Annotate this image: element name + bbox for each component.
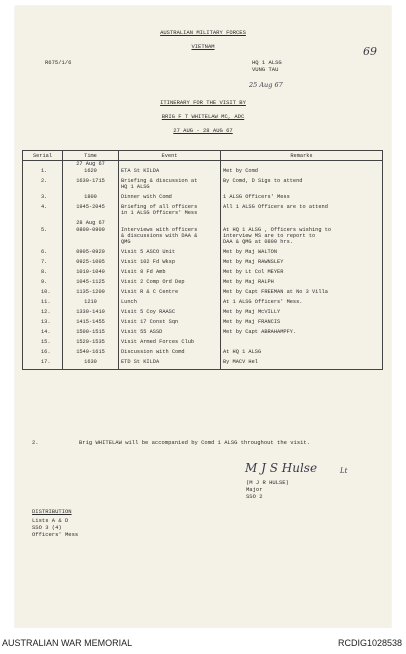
event-cell: [119, 168, 221, 178]
note-text: Brig WHITELAW will be accompanied by Comd 1 ALSG throughout the visit.: [79, 439, 311, 446]
remarks-cell: [221, 161, 383, 169]
event-cell: [119, 299, 221, 309]
remarks-line: Met by Lt Col MEYER: [223, 269, 284, 275]
event-cell: [119, 161, 221, 169]
event-line: Dinner with Comd: [121, 194, 172, 200]
remarks-cell: [221, 259, 383, 269]
event-line: Briefing of all officers: [121, 204, 198, 210]
corner-handwritten-mark: 69: [363, 45, 377, 58]
event-cell: [119, 259, 221, 269]
time-cell: 1540-1615: [63, 349, 119, 359]
event-line: Visit 8 Fd Amb: [121, 269, 166, 275]
header-time: Time: [63, 151, 119, 161]
archive-id: RCDIG1028538: [337, 638, 402, 648]
header-event: Event: [119, 151, 221, 161]
remarks-cell: [221, 204, 383, 220]
remarks-cell: [221, 269, 383, 279]
serial-cell: 13.: [23, 319, 63, 329]
event-cell: [119, 269, 221, 279]
serial-cell: 3.: [23, 194, 63, 204]
table-row: [23, 339, 383, 349]
unit-location: VUNG TAU: [252, 66, 279, 73]
remarks-line: Met by Maj WALTON: [223, 249, 278, 255]
event-line: Visit Armed Forces Club: [121, 339, 195, 345]
table-row: [23, 299, 383, 309]
table-row: [23, 259, 383, 269]
event-line: Visit 2 Comp Ord Dep: [121, 279, 185, 285]
serial-cell: 14.: [23, 329, 63, 339]
serial-cell: 15.: [23, 339, 63, 349]
event-cell: [119, 227, 221, 249]
remarks-line: At HQ 1 ALSG: [223, 349, 262, 355]
remarks-line: Met by Capt ABRAHAMPFY.: [223, 329, 297, 335]
serial-cell: 7.: [23, 259, 63, 269]
table-row: [23, 359, 383, 370]
event-line: ETA St KILDA: [121, 168, 160, 174]
time-cell: 1330-1410: [63, 309, 119, 319]
event-line: HQ 1 ALSG: [121, 184, 150, 190]
remarks-cell: [221, 227, 383, 249]
event-cell: [119, 349, 221, 359]
remarks-line: At HQ 1 ALSG , Officers wishing to: [223, 227, 332, 233]
itinerary-table: [22, 150, 383, 370]
remarks-cell: [221, 359, 383, 370]
document-page: [15, 6, 391, 628]
event-line: Interviews with officers: [121, 227, 198, 233]
time-cell: 1135-1200: [63, 289, 119, 299]
remarks-line: DAA & QMG at 0800 hrs.: [223, 239, 293, 245]
table-row: [23, 161, 383, 169]
serial-cell: 8.: [23, 269, 63, 279]
table-header-row: [23, 151, 383, 161]
serial-cell: 2.: [23, 178, 63, 194]
event-cell: [119, 309, 221, 319]
event-cell: [119, 220, 221, 227]
table-row: [23, 227, 383, 249]
time-cell: 0800-0900: [63, 227, 119, 249]
serial-cell: 10.: [23, 289, 63, 299]
time-cell: 1630: [63, 359, 119, 370]
title-line-2: BRIG F T WHITELAW MC, ADC: [161, 113, 245, 120]
table-row: [23, 329, 383, 339]
remarks-line: Met by Maj RAWNSLEY: [223, 259, 284, 265]
serial-cell: [23, 161, 63, 169]
remarks-line: Met by Maj McVILLY: [223, 309, 281, 315]
signature-annotation: Lt: [340, 467, 348, 475]
event-cell: [119, 204, 221, 220]
table-body: [23, 161, 383, 370]
serial-cell: 17.: [23, 359, 63, 370]
event-line: & discussions with DAA &: [121, 233, 198, 239]
remarks-line: Met by Maj FRANCIS: [223, 319, 281, 325]
serial-cell: 16.: [23, 349, 63, 359]
remarks-cell: [221, 178, 383, 194]
time-cell: 1500-1515: [63, 329, 119, 339]
event-cell: [119, 279, 221, 289]
remarks-line: Met by Capt FREEMAN at No 3 Villa: [223, 289, 328, 295]
document-date: 25 Aug 67: [249, 81, 283, 89]
remarks-cell: [221, 168, 383, 178]
time-cell: 28 Aug 67: [63, 220, 119, 227]
unit-name: HQ 1 ALSG: [252, 59, 282, 66]
table-row: [23, 269, 383, 279]
time-cell: 1415-1455: [63, 319, 119, 329]
remarks-line: interview MS are to report to: [223, 233, 316, 239]
time-cell: 1630-1715: [63, 178, 119, 194]
serial-cell: [23, 220, 63, 227]
event-line: Visit 5 Coy RAASC: [121, 309, 176, 315]
header-remarks: Remarks: [221, 151, 383, 161]
remarks-cell: [221, 299, 383, 309]
distribution-line-1: Lists A & D: [32, 517, 69, 524]
serial-cell: 9.: [23, 279, 63, 289]
serial-cell: 1.: [23, 168, 63, 178]
table-row: [23, 204, 383, 220]
archive-footer: [0, 628, 406, 654]
event-line: QMG: [121, 239, 131, 245]
country-heading: VIETNAM: [191, 43, 215, 50]
serial-cell: 11.: [23, 299, 63, 309]
signatory-name: (M J R HULSE): [246, 479, 289, 486]
table-row: [23, 349, 383, 359]
table-row: [23, 220, 383, 227]
title-line-1: ITINERARY FOR THE VISIT BY: [160, 99, 246, 106]
event-line: Briefing & discussion at: [121, 178, 198, 184]
remarks-line: By Comd, D Sigs to attend: [223, 178, 303, 184]
event-cell: [119, 289, 221, 299]
distribution-line-3: Officers' Mess: [32, 531, 79, 538]
serial-cell: 5.: [23, 227, 63, 249]
signatory-rank: Major: [246, 486, 263, 493]
event-line: Visit R & C Centre: [121, 289, 179, 295]
time-cell: 0925-1005: [63, 259, 119, 269]
time-cell: 1045-1125: [63, 279, 119, 289]
remarks-cell: [221, 329, 383, 339]
event-line: Discussion with Comd: [121, 349, 185, 355]
event-cell: [119, 249, 221, 259]
event-cell: [119, 178, 221, 194]
event-cell: [119, 359, 221, 370]
remarks-line: Met by Comd: [223, 168, 258, 174]
signatory-appointment: SSO 2: [246, 493, 263, 500]
table-row: [23, 279, 383, 289]
serial-cell: 4.: [23, 204, 63, 220]
time-cell: 1010-1040: [63, 269, 119, 279]
event-line: Lunch: [121, 299, 137, 305]
time-cell: 27 Aug 67: [63, 161, 119, 169]
time-cell: 1800: [63, 194, 119, 204]
time-cell: 1520-1535: [63, 339, 119, 349]
remarks-cell: [221, 319, 383, 329]
remarks-cell: [221, 249, 383, 259]
remarks-cell: [221, 194, 383, 204]
remarks-line: Met by Maj RALPH: [223, 279, 274, 285]
table-row: [23, 168, 383, 178]
remarks-cell: [221, 220, 383, 227]
note-number: 2.: [32, 439, 39, 446]
event-line: Visit 17 Const Sqn: [121, 319, 179, 325]
archive-name: AUSTRALIAN WAR MEMORIAL: [2, 638, 133, 648]
event-cell: [119, 339, 221, 349]
header-serial: Serial: [23, 151, 63, 161]
event-cell: [119, 194, 221, 204]
event-line: Visit 102 Fd Wksp: [121, 259, 176, 265]
remarks-line: All 1 ALSG Officers are to attend: [223, 204, 328, 210]
event-cell: [119, 319, 221, 329]
handwritten-signature: M J S Hulse: [245, 461, 318, 475]
remarks-line: By MACV Hel: [223, 359, 258, 365]
distribution-heading: DISTRIBUTION: [32, 508, 72, 515]
org-heading: AUSTRALIAN MILITARY FORCES: [160, 29, 246, 36]
remarks-cell: [221, 289, 383, 299]
time-cell: 1620: [63, 168, 119, 178]
table-row: [23, 178, 383, 194]
time-cell: 1945-2045: [63, 204, 119, 220]
table-row: [23, 194, 383, 204]
time-cell: 1210: [63, 299, 119, 309]
serial-cell: 6.: [23, 249, 63, 259]
event-line: ETD St KILDA: [121, 359, 160, 365]
time-cell: 0905-0920: [63, 249, 119, 259]
remarks-cell: [221, 339, 383, 349]
table-row: [23, 289, 383, 299]
remarks-line: At 1 ALSG Officers' Mess.: [223, 299, 303, 305]
remarks-cell: [221, 279, 383, 289]
event-line: Visit 5 ASCO Unit: [121, 249, 176, 255]
table-row: [23, 309, 383, 319]
reference-number: R675/1/6: [45, 59, 72, 66]
table-row: [23, 249, 383, 259]
remarks-cell: [221, 349, 383, 359]
event-line: Visit 55 ASSD: [121, 329, 163, 335]
remarks-cell: [221, 309, 383, 319]
serial-cell: 12.: [23, 309, 63, 319]
table-row: [23, 319, 383, 329]
distribution-line-2: SSO 3 (4): [32, 524, 62, 531]
event-line: in 1 ALSG Officers' Mess: [121, 210, 198, 216]
remarks-line: 1 ALSG Officers' Mess: [223, 194, 290, 200]
event-cell: [119, 329, 221, 339]
title-line-3: 27 AUG - 28 AUG 67: [173, 127, 233, 134]
